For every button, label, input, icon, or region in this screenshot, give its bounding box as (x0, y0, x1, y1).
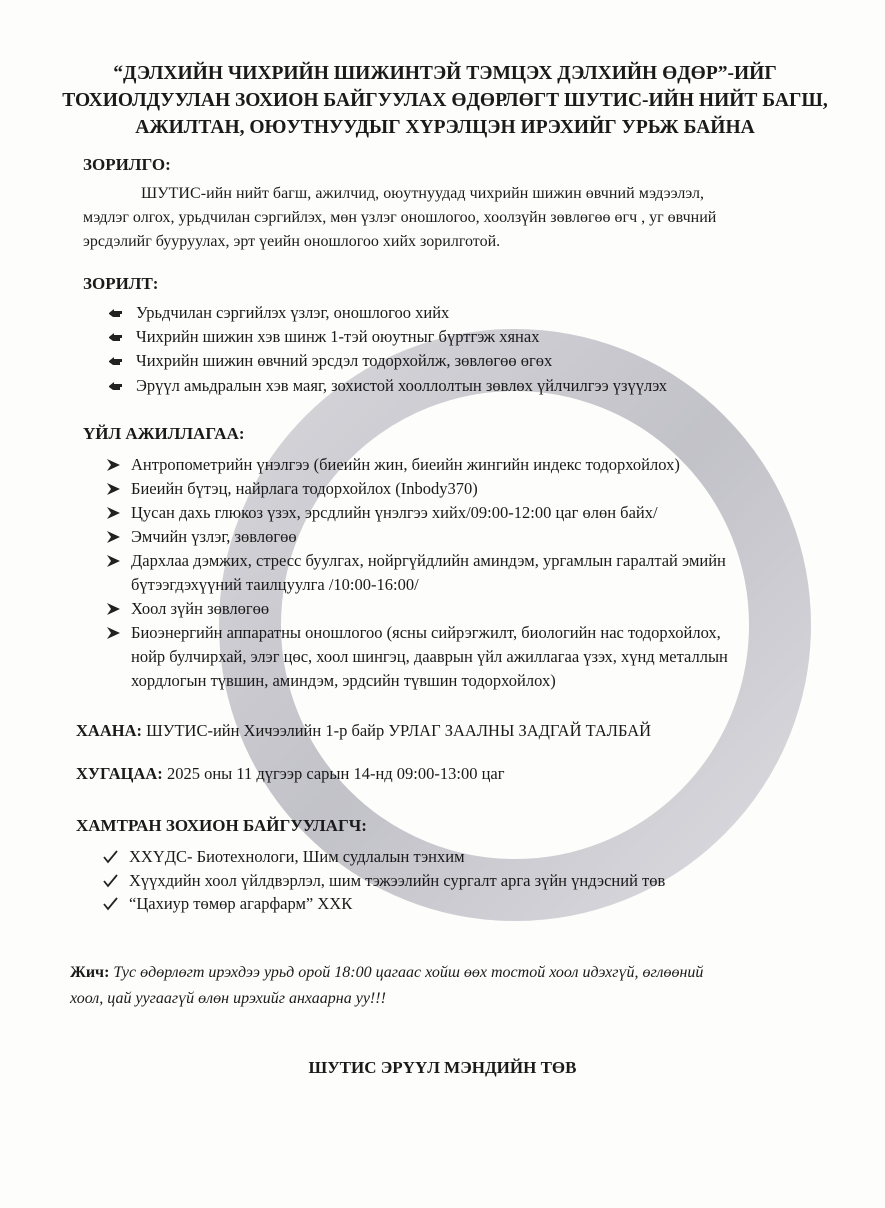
goal-paragraph (83, 182, 823, 254)
when-line (76, 764, 505, 784)
note-line-1: Тус өдөрлөгт ирэхдээ урьд орой 18:00 цагаас хойш өөх тостой хоол идэхгүй, өглөөний (109, 964, 704, 981)
hand-pointer-icon (108, 354, 124, 368)
arrowhead-icon (106, 530, 121, 544)
when-value: 2025 оны 11 дүгээр сарын 14-нд 09:00-13:00 цаг (162, 764, 505, 783)
title-line-3: АЖИЛТАН, ОЮУТНУУДЫГ ХҮРЭЛЦЭН ИРЭХИЙГ УРЬЖ БАЙНА (135, 117, 755, 138)
activity-item-5-line-2: бүтээгдэхүүний таилцуулга /10:00-16:00/ (131, 575, 419, 594)
co-organizers-heading: ХАМТРАН ЗОХИОН БАЙГУУЛАГЧ: (76, 816, 367, 835)
arrowhead-icon (106, 602, 121, 616)
hand-pointer-icon (108, 379, 124, 393)
co-organizer-item-3: “Цахиур төмөр агарфарм” ХХК (129, 894, 353, 913)
arrowhead-icon (106, 554, 121, 568)
footer-signature: ШУТИС ЭРҮҮЛ МЭНДИЙН ТӨВ (308, 1058, 577, 1077)
activities-heading: ҮЙЛ АЖИЛЛАГАА: (83, 424, 245, 443)
activity-item-4: Эмчийн үзлэг, зөвлөгөө (131, 527, 297, 546)
activity-item-3: Цусан дахь глюкоз үзэх, эрсдлийн үнэлгээ хийх/09:00-12:00 цаг өлөн байх/ (131, 503, 658, 522)
when-label: ХУГАЦАА: (76, 764, 163, 783)
co-organizer-item-2: Хүүхдийн хоол үйлдвэрлэл, шим тэжээлийн сургалт арга зүйн үндэсний төв (129, 871, 666, 890)
activity-item-6: Хоол зүйн зөвлөгөө (131, 599, 270, 618)
activity-item-7-line-2: нойр булчирхай, элэг цөс, хоол шингэц, дааврын үйл ажиллагаа үзэх, хүнд металлын (131, 647, 728, 666)
objective-item-3: Чихрийн шижин өвчний эрсдэл тодорхойлж, зөвлөгөө өгөх (136, 351, 553, 370)
activity-item-2: Биеийн бүтэц, найрлага тодорхойлох (Inbody370) (131, 479, 478, 498)
title-line-1: “ДЭЛХИЙН ЧИХРИЙН ШИЖИНТЭЙ ТЭМЦЭХ ДЭЛХИЙН ӨДӨР”-ИЙГ (113, 63, 777, 84)
arrowhead-icon (106, 458, 121, 472)
activity-item-5-line-1: Дархлаа дэмжих, стресс буулгах, нойргүйдлийн аминдэм, ургамлын гаралтай эмийн (131, 551, 726, 570)
where-line (76, 721, 651, 741)
objective-item-2: Чихрийн шижин хэв шинж 1-тэй оюутныг бүртгэж хянах (136, 327, 540, 346)
hand-pointer-icon (108, 330, 124, 344)
goal-line-1: ШУТИС-ийн нийт багш, ажилчид, оюутнуудад чихрийн шижин өвчний мэдээлэл, (141, 185, 705, 202)
check-icon (103, 850, 118, 864)
goal-line-3: эрсдэлийг бууруулах, эрт үеийн оношлогоо хийх зорилготой. (83, 233, 501, 250)
co-organizer-item-1: ХХҮДС- Биотехнологи, Шим судлалын тэнхим (129, 847, 465, 866)
note (70, 960, 830, 1012)
activity-item-7-line-1: Биоэнергийн аппаратны оношлогоо (ясны сийрэгжилт, биологийн нас тодорхойлох, (131, 623, 721, 642)
page-title (60, 60, 830, 141)
hand-pointer-icon (108, 306, 124, 320)
note-label: Жич: (70, 964, 110, 981)
title-line-2: ТОХИОЛДУУЛАН ЗОХИОН БАЙГУУЛАХ ӨДӨРЛӨГТ ШУТИС-ИЙН НИЙТ БАГШ, (62, 90, 828, 111)
check-icon (103, 897, 118, 911)
arrowhead-icon (106, 482, 121, 496)
goal-line-2: мэдлэг олгох, урьдчилан сэргийлэх, мөн үзлэг оношлогоо, хоолзүйн зөвлөгөө өгч , уг өвчний (83, 209, 717, 226)
objectives-heading: ЗОРИЛТ: (83, 274, 159, 293)
where-label: ХААНА: (76, 721, 142, 740)
objective-item-4: Эрүүл амьдралын хэв маяг, зохистой хооллолтын зөвлөх үйлчилгээ үзүүлэх (136, 376, 667, 395)
where-value: ШУТИС-ийн Хичээлийн 1-р байр УРЛАГ ЗААЛНЫ ЗАДГАЙ ТАЛБАЙ (142, 721, 652, 740)
arrowhead-icon (106, 506, 121, 520)
activity-item-7-line-3: хордлогын түвшин, аминдэм, эрдсийн түвшин тодорхойлох) (131, 671, 556, 690)
note-line-2: хоол, цай уугаагүй өлөн ирэхийг анхаарна уу!!! (70, 990, 386, 1007)
arrowhead-icon (106, 626, 121, 640)
objective-item-1: Урьдчилан сэргийлэх үзлэг, оношлогоо хийх (136, 303, 450, 322)
goal-heading: ЗОРИЛГО: (83, 155, 171, 174)
check-icon (103, 874, 118, 888)
activity-item-1: Антропометрийн үнэлгээ (биеийн жин, биеийн жингийн индекс тодорхойлох) (131, 455, 680, 474)
